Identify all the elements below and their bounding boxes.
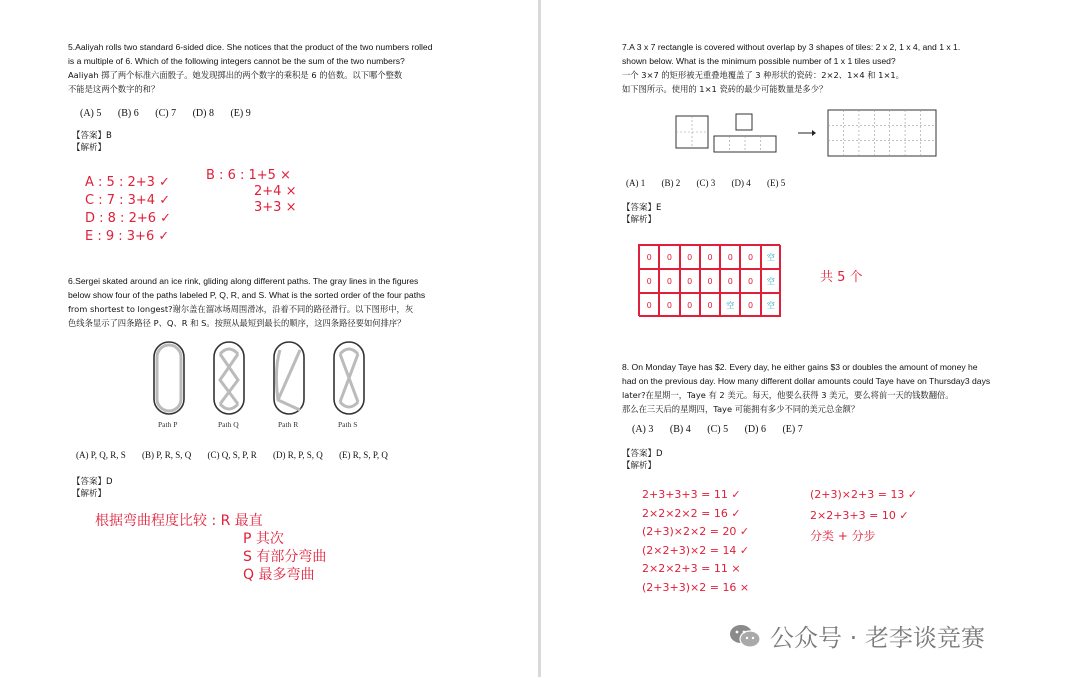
- q8-hw-l6: (2+3+3)×2 = 16 ×: [642, 580, 750, 594]
- q7-cn2: 如下图所示。使用的 1×1 瓷砖的最少可能数量是多少？: [622, 84, 828, 94]
- q8-choice-b: (B) 4: [669, 424, 691, 435]
- q5-hw-d: D : 8 : 2+6 ✓: [85, 211, 172, 226]
- q7-grid-cell: 0: [700, 245, 720, 269]
- q7-grid-cell: 0: [639, 293, 659, 317]
- q8-hw-l1: 2+3+3+3 = 11 ✓: [642, 488, 741, 501]
- q7-tiles-figure: [674, 108, 944, 160]
- q6-line3: from shortest to longest?谢尔盖在溜冰场周围滑冰，沿着不同的路径滑行。以下图形中，灰: [68, 304, 414, 314]
- q6-hw-4: Q 最多弯曲: [243, 567, 315, 583]
- q5-hw-c: C : 7 : 3+4 ✓: [85, 193, 171, 208]
- q5-answer-block: [72, 130, 112, 154]
- q7-grid-cell: 0: [659, 245, 679, 269]
- q5-hw-e: E : 9 : 3+6 ✓: [85, 229, 170, 244]
- q7-choice-b: (B) 2: [661, 178, 681, 188]
- q7-grid-cell: 0: [680, 269, 700, 293]
- q8-analysis-label: 【解析】: [622, 461, 657, 471]
- q8-hw-l3: (2+3)×2×2 = 20 ✓: [642, 525, 750, 538]
- q5-cn1: Aaliyah 掷了两个标准六面骰子。她发现掷出的两个数字的乘积是 6 的倍数。以下哪个整数: [68, 70, 403, 80]
- q8-answer: 【答案】D: [622, 449, 663, 459]
- q7-grid-cell: 0: [740, 269, 760, 293]
- q6-line4: 色线条显示了四条路径 P、Q、R 和 S。按照从最短到最长的顺序，这四条路径要如何排序？: [68, 318, 406, 328]
- q5-analysis-label: 【解析】: [72, 143, 107, 153]
- q6-choice-a: (A) P, Q, R, S: [76, 450, 126, 460]
- path-p-shape: [154, 342, 184, 414]
- watermark-text: 公众号 · 老李谈竞赛: [770, 624, 985, 652]
- q7-choice-a: (A) 1: [626, 178, 646, 188]
- q7-grid-cell: 0: [639, 269, 659, 293]
- q8-choice-c: (C) 5: [707, 424, 729, 435]
- q7-grid-cell: 0: [700, 269, 720, 293]
- path-s-label: Path S: [338, 420, 358, 429]
- q7-cn1: 一个 3×7 的矩形被无重叠地覆盖了 3 种形状的瓷砖：2×2、1×4 和 1×1。: [622, 70, 904, 80]
- q6-line1: 6.Sergei skated around an ice rink, gliding along different paths. The gray lines in the figures: [68, 276, 419, 286]
- tile-2x2: [676, 116, 708, 148]
- q7-grid-cell: 0: [639, 245, 659, 269]
- path-s-shape: [334, 342, 364, 414]
- q8-choice-a: (A) 3: [632, 424, 654, 435]
- q7-grid-cell: 0: [659, 269, 679, 293]
- q6-choices: [76, 450, 402, 460]
- q8-hw-l5: 2×2×2+3 = 11 ×: [642, 562, 741, 575]
- q8-hw-r3: 分类 + 分步: [810, 529, 876, 543]
- q8-handwriting-left: [642, 486, 749, 597]
- q7-grid-cell: 空: [761, 269, 781, 293]
- q5-choice-c: (C) 7: [155, 108, 177, 119]
- q7-grid-cell: 0: [680, 293, 700, 317]
- q6-answer: 【答案】D: [72, 477, 113, 487]
- q7-choices: [626, 178, 799, 188]
- q8-choice-e: (E) 7: [782, 424, 803, 435]
- q7-grid-cell: 空: [761, 245, 781, 269]
- arrow-right-icon: [798, 130, 816, 136]
- q8-choices: [632, 424, 817, 435]
- path-p-label: Path P: [158, 420, 178, 429]
- q6-choice-e: (E) R, S, P, Q: [339, 450, 388, 460]
- q7-grid-cell: 空: [720, 293, 740, 317]
- q5-choice-d: (D) 8: [192, 108, 214, 119]
- q5-hw-b: B : 6 : 1+5 ×: [206, 168, 291, 183]
- q7-grid-cell: 0: [659, 293, 679, 317]
- q8-hw-r2: 2×2+3+3 = 10 ✓: [810, 509, 909, 522]
- q6-hw-2: P 其次: [243, 531, 284, 547]
- q5-handwriting-left: [85, 174, 171, 246]
- q5-answer: 【答案】B: [72, 131, 112, 141]
- path-q-label: Path Q: [218, 420, 239, 429]
- q5-hw-b2: 2+4 ×: [254, 184, 297, 199]
- q7-handwriting-note: 共 5 个: [820, 270, 863, 285]
- q5-handwriting-right: [206, 168, 296, 216]
- q6-analysis-label: 【解析】: [72, 489, 107, 499]
- q6-choice-b: (B) P, R, S, Q: [142, 450, 192, 460]
- q8-hw-l4: (2×2+3)×2 = 14 ✓: [642, 543, 750, 557]
- q6-answer-block: [72, 476, 113, 500]
- q8-question: [622, 360, 1022, 416]
- q8-line2: had on the previous day. How many different dollar amounts could Taye have on Thursday3 days: [622, 376, 991, 386]
- q5-choice-a: (A) 5: [80, 108, 102, 119]
- rectangle-3x7: [828, 110, 936, 156]
- q7-grid-cell: 0: [680, 245, 700, 269]
- q7-grid-cell: 0: [700, 293, 720, 317]
- path-r-shape: [274, 342, 304, 414]
- q8-choice-d: (D) 6: [744, 424, 766, 435]
- q6-choice-d: (D) R, P, S, Q: [273, 450, 323, 460]
- q8-handwriting-right: [810, 484, 917, 547]
- q7-grid-cell: 0: [740, 245, 760, 269]
- q5-choice-e: (E) 9: [230, 108, 251, 119]
- q7-choice-c: (C) 3: [696, 178, 716, 188]
- q7-grid-cell: 0: [720, 245, 740, 269]
- q6-choice-c: (C) Q, S, P, R: [207, 450, 257, 460]
- right-page: [541, 0, 1080, 677]
- q5-choice-b: (B) 6: [117, 108, 139, 119]
- q5-cn2: 不能是这两个数字的和？: [68, 84, 160, 94]
- q7-answer-block: [622, 202, 661, 226]
- q5-question: [68, 40, 468, 96]
- q6-handwriting: [95, 512, 326, 584]
- q7-choice-d: (D) 4: [731, 178, 751, 188]
- q6-hw-1: 根据弯曲程度比较 : R 最直: [95, 513, 263, 529]
- q7-grid-cell: 0: [740, 293, 760, 317]
- q7-question: [622, 40, 1022, 96]
- q7-line1: 7.A 3 x 7 rectangle is covered without overlap by 3 shapes of tiles: 2 x 2, 1 x 4, and 1 x 1.: [622, 42, 961, 52]
- q6-question: [68, 274, 468, 330]
- q7-analysis-label: 【解析】: [622, 215, 657, 225]
- q6-line2: below show four of the paths labeled P, Q, R, and S. What is the sorted order of the four paths: [68, 290, 426, 300]
- q8-hw-r1: (2+3)×2+3 = 13 ✓: [810, 488, 918, 501]
- wechat-icon: [728, 622, 762, 650]
- path-r-label: Path R: [278, 420, 299, 429]
- q7-solution-grid: [638, 244, 780, 316]
- q7-grid-cell: 空: [761, 293, 781, 317]
- tile-1x4: [714, 136, 776, 152]
- q7-line2: shown below. What is the minimum possible number of 1 x 1 tiles used?: [622, 56, 896, 66]
- q8-line1: 8. On Monday Taye has $2. Every day, he either gains $3 or doubles the amount of money he: [622, 362, 978, 372]
- q7-grid-cell: 0: [720, 269, 740, 293]
- q5-line1: 5.Aaliyah rolls two standard 6-sided dice. She notices that the product of the two numbers rolled: [68, 42, 433, 52]
- q8-line4: 那么在三天后的星期四，Taye 可能拥有多少不同的美元总金额？: [622, 404, 860, 414]
- q5-hw-b3: 3+3 ×: [254, 200, 297, 215]
- q8-answer-block: [622, 448, 663, 472]
- q8-line3: later?在星期一，Taye 有 2 美元。每天，他要么获得 3 美元，要么将前一天的钱数翻倍。: [622, 390, 954, 400]
- q5-choices: [80, 108, 265, 119]
- q7-answer: 【答案】E: [622, 203, 662, 213]
- q7-choice-e: (E) 5: [767, 178, 786, 188]
- q5-line2: is a multiple of 6. Which of the following integers cannot be the sum of the two numbers?: [68, 56, 405, 66]
- wechat-watermark: [728, 618, 985, 653]
- q6-hw-3: S 有部分弯曲: [243, 549, 327, 565]
- q8-hw-l2: 2×2×2×2 = 16 ✓: [642, 506, 741, 520]
- q5-hw-a: A : 5 : 2+3 ✓: [85, 175, 170, 190]
- path-q-shape: [214, 342, 244, 414]
- q6-paths-figure: [150, 340, 380, 420]
- tile-1x1: [736, 114, 752, 130]
